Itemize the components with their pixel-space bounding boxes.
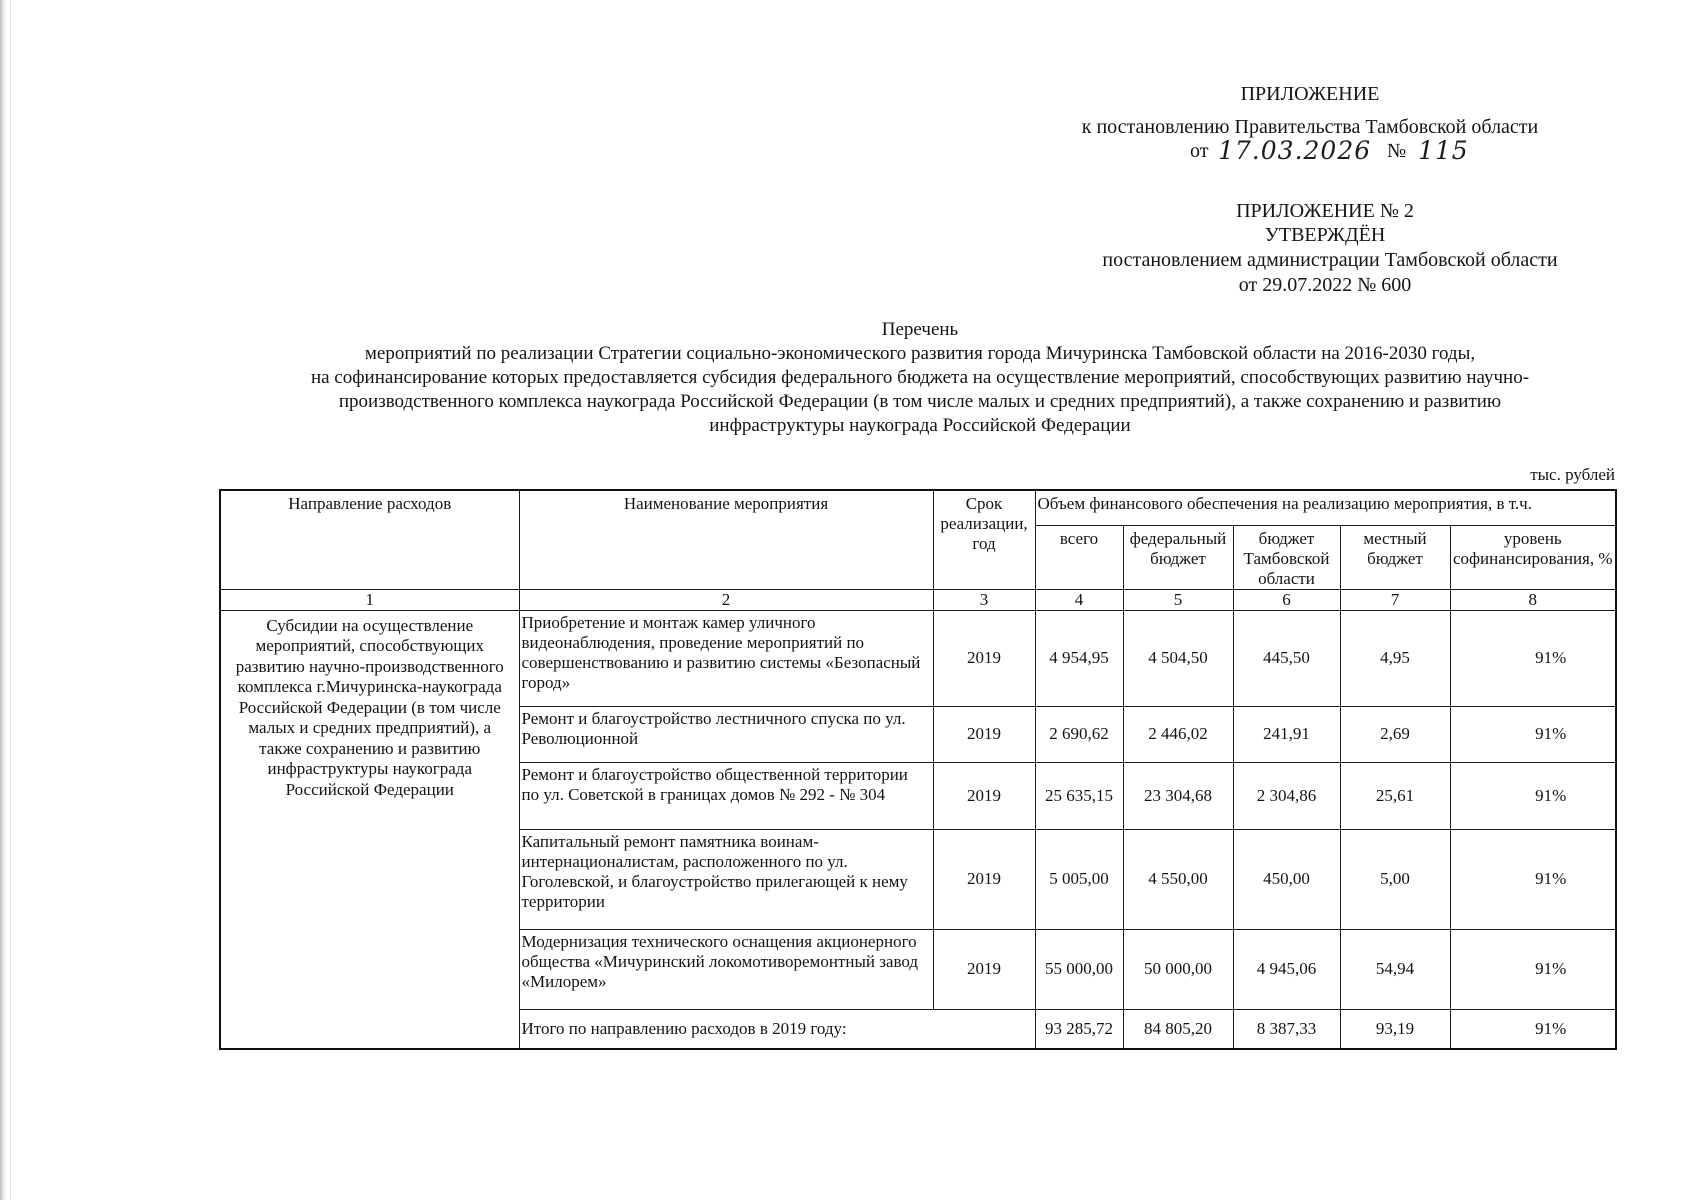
doc-title-line: мероприятий по реализации Стратегии социально-экономического развития города Мичуринска Тамбовской области на 2016-2030 годы, (364, 343, 1476, 364)
total-cell: 55 000,00 (1035, 929, 1123, 1009)
federal-sum-cell: 84 805,20 (1123, 1009, 1233, 1049)
federal-cell: 50 000,00 (1123, 929, 1233, 1009)
regional-cell: 4 945,06 (1233, 929, 1340, 1009)
regional-cell: 445,50 (1233, 610, 1340, 706)
federal-cell: 4 504,50 (1123, 610, 1233, 706)
total-sum-cell: 93 285,72 (1035, 1009, 1123, 1049)
column-numbers-row (220, 589, 1616, 610)
regional-cell: 2 304,86 (1233, 762, 1340, 829)
appendix-line: к постановлению Правительства Тамбовской области (1081, 116, 1539, 138)
table-row (220, 610, 1616, 706)
local-cell: 4,95 (1340, 610, 1450, 706)
handwritten-date: 17.03.2026 (1218, 136, 1372, 165)
handwritten-number: 115 (1418, 136, 1469, 165)
cofinancing-cell: 91% (1450, 829, 1616, 929)
column-number: 8 (1450, 589, 1616, 610)
col-header-total: всего (1035, 525, 1123, 589)
measures-table (219, 489, 1617, 1050)
cofinancing-cell: 91% (1450, 706, 1616, 762)
column-number: 5 (1123, 589, 1233, 610)
doc-title-line: производственного комплекса наукограда Российской Федерации (в том числе малых и средних предприятий), а также сохранению и развитию (338, 391, 1502, 412)
col-header-cofinancing: уровень софинансирования, % (1450, 525, 1616, 589)
federal-cell: 2 446,02 (1123, 706, 1233, 762)
col-header-regional: бюджет Тамбовской области (1233, 525, 1340, 589)
measure-name: Модернизация технического оснащения акционерного общества «Мичуринский локомотиворемонтный завод «Милорем» (519, 929, 933, 1009)
col-header-period: Срок реализации, год (933, 490, 1035, 589)
col-header-name: Наименование мероприятия (519, 490, 933, 589)
number-sign: № (1387, 140, 1407, 162)
col-header-local: местный бюджет (1340, 525, 1450, 589)
column-number: 3 (933, 589, 1035, 610)
year-cell: 2019 (933, 829, 1035, 929)
measure-name: Ремонт и благоустройство общественной территории по ул. Советской в границах домов № 292 - № 304 (519, 762, 933, 829)
year-cell: 2019 (933, 929, 1035, 1009)
measure-name: Приобретение и монтаж камер уличного видеонаблюдения, проведение мероприятий по совершенствованию и развитию системы «Безопасный город» (519, 610, 933, 706)
total-cell: 25 635,15 (1035, 762, 1123, 829)
cofinancing-cell: 91% (1450, 762, 1616, 829)
scan-line (10, 0, 11, 1200)
direction-cell: Субсидии на осуществление мероприятий, способствующих развитию научно-производственного комплекса г.Мичуринска-наукограда Российской Федерации (в том числе малых и средних предприятий), а также сохранению и развитию инфраструктуры наукограда Российской Федерации (220, 610, 519, 1049)
total-cell: 2 690,62 (1035, 706, 1123, 762)
federal-cell: 4 550,00 (1123, 829, 1233, 929)
regional-cell: 450,00 (1233, 829, 1340, 929)
regional-sum-cell: 8 387,33 (1233, 1009, 1340, 1049)
col-header-federal: федеральный бюджет (1123, 525, 1233, 589)
appendix2-title: ПРИЛОЖЕНИЕ № 2 (1236, 200, 1414, 222)
local-cell: 54,94 (1340, 929, 1450, 1009)
regional-cell: 241,91 (1233, 706, 1340, 762)
approved-by: постановлением администрации Тамбовской области (1102, 249, 1558, 271)
year-cell: 2019 (933, 706, 1035, 762)
scan-edge (0, 0, 7, 1200)
total-cell: 4 954,95 (1035, 610, 1123, 706)
measure-name: Капитальный ремонт памятника воинам-интернационалистам, расположенного по ул. Гоголевской, и благоустройство прилегающей к нему территории (519, 829, 933, 929)
column-number: 2 (519, 589, 933, 610)
approved-date: от 29.07.2022 № 600 (1238, 274, 1412, 296)
doc-title-line: на софинансирование которых предоставляется субсидия федерального бюджета на осуществление мероприятий, способствующих развитию научно- (310, 367, 1530, 388)
cofinancing-cell: 91% (1450, 929, 1616, 1009)
year-cell: 2019 (933, 762, 1035, 829)
column-number: 4 (1035, 589, 1123, 610)
local-cell: 5,00 (1340, 829, 1450, 929)
year-cell: 2019 (933, 610, 1035, 706)
total-cell: 5 005,00 (1035, 829, 1123, 929)
local-cell: 2,69 (1340, 706, 1450, 762)
col-header-volume: Объем финансового обеспечения на реализацию мероприятия, в т.ч. (1035, 490, 1616, 525)
doc-title-line: инфраструктуры наукограда Российской Федерации (709, 415, 1131, 436)
cofinancing-sum-cell: 91% (1450, 1009, 1616, 1049)
doc-title: Перечень (881, 319, 959, 340)
local-sum-cell: 93,19 (1340, 1009, 1450, 1049)
federal-cell: 23 304,68 (1123, 762, 1233, 829)
total-label: Итого по направлению расходов в 2019 году: (519, 1009, 1035, 1049)
measure-name: Ремонт и благоустройство лестничного спуска по ул. Революционной (519, 706, 933, 762)
local-cell: 25,61 (1340, 762, 1450, 829)
column-number: 7 (1340, 589, 1450, 610)
header-row (220, 490, 1616, 525)
column-number: 6 (1233, 589, 1340, 610)
approved-label: УТВЕРЖДЁН (1264, 224, 1386, 246)
column-number: 1 (220, 589, 519, 610)
date-prefix: от (1190, 140, 1209, 162)
units-label: тыс. рублей (1530, 465, 1615, 484)
col-header-direction: Направление расходов (220, 490, 519, 589)
appendix-title: ПРИЛОЖЕНИЕ (1240, 83, 1380, 105)
cofinancing-cell: 91% (1450, 610, 1616, 706)
